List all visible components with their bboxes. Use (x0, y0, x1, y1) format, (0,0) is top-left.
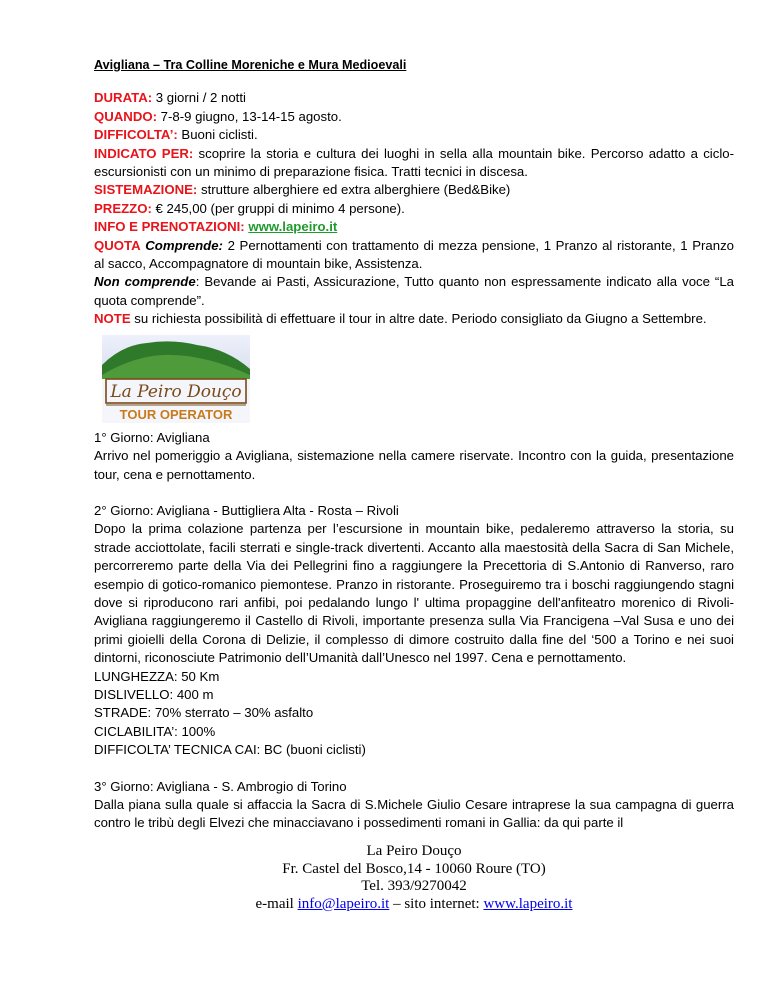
quando-value: 7-8-9 giugno, 13-14-15 agosto. (157, 108, 342, 124)
prezzo-label: PREZZO: (94, 200, 152, 216)
day2-stat-length: LUNGHEZZA: 50 Km (94, 668, 220, 684)
durata-value: 3 giorni / 2 notti (152, 90, 246, 106)
footer-site-link[interactable]: www.lapeiro.it (483, 895, 573, 912)
durata-line (94, 89, 734, 107)
difficolta-value: Buoni ciclisti. (177, 127, 258, 143)
day1-text: Arrivo nel pomeriggio a Avigliana, sistemazione nella camere riservate. Incontro con la guida, presentazione tour, cena e pernottamento. (94, 448, 734, 482)
day2-stat-elevation: DISLIVELLO: 400 m (94, 686, 214, 702)
footer-tel: Tel. 393/9270042 (361, 878, 467, 894)
logo-graphic (102, 335, 250, 423)
sistemazione-value: strutture alberghiere ed extra alberghiere (Bed&Bike) (197, 182, 511, 198)
company-logo (102, 335, 250, 423)
quando-label: QUANDO: (94, 108, 158, 124)
day2-stat-roads: STRADE: 70% sterrato – 30% asfalto (94, 705, 314, 721)
prenotazioni-link[interactable]: www.lapeiro.it (248, 219, 338, 235)
day2-stat-difficulty: DIFFICOLTA’ TECNICA CAI: BC (buoni ciclisti) (94, 742, 366, 758)
day3-heading: 3° Giorno: Avigliana - S. Ambrogio di Torino (94, 778, 347, 794)
footer-email-link[interactable]: info@lapeiro.it (297, 895, 390, 912)
prezzo-value: € 245,00 (per gruppi di minimo 4 persone). (151, 200, 405, 216)
note-value: su richiesta possibilità di effettuare il tour in altre date. Periodo consigliato da Giugno a Settembre. (130, 311, 707, 327)
sistemazione-label: SISTEMAZIONE: (94, 182, 198, 198)
footer-address: Fr. Castel del Bosco,14 - 10060 Roure (TO) (282, 860, 546, 877)
day2-text: Dopo la prima colazione partenza per l’escursione in mountain bike, pedaleremo attraverso la storia, su strade acciottolate, facili sterrati e single-track divertenti. Accanto alla maestosità della Sacra di San Michele, percorreremo parte della Via dei Pellegrini fino a raggiungere la Precettoria di S.Antonio di Ranverso, raro esempio di gotico-romanico piemontese. Pranzo in ristorante. Proseguiremo tra i boschi raggiungendo stagni dove si riproducono rari anfibi, poi pedalando lungo l' ultima propaggine dell'anfiteatro morenico di Rivoli-Avigliana raggiungeremo il Castello di Rivoli, importante presenza sulla Via Francigena –Val Susa e uno dei primi gioielli della Corona di Delizie, il complesso di dimore costruito dalla fine del ‘500 a Torino e nei suoi dintorni, riconosciute Patrimonio dell’Umanità dall’Unesco nel 1997. Cena e pernottamento. (94, 521, 734, 666)
day2-heading: 2° Giorno: Avigliana - Buttigliera Alta - Rosta – Rivoli (94, 502, 399, 518)
day1-heading: 1° Giorno: Avigliana (94, 429, 210, 445)
day3-text: Dalla piana sulla quale si affaccia la Sacra di S.Michele Giulio Cesare intraprese la sua campagna di guerra contro le tribù degli Elvezi che minacciavano i possedimenti romani in Gallia: da qui parte il (94, 797, 734, 831)
indicato-label: INDICATO PER: (94, 145, 194, 161)
prezzo-line (94, 200, 734, 218)
note-label: NOTE (94, 311, 131, 327)
non-comprende-value: : Bevande ai Pasti, Assicurazione, Tutto quanto non espressamente indicato alla voce “La quota comprende”. (94, 274, 734, 308)
footer-company: La Peiro Douço (366, 843, 462, 859)
non-comprende-label: Non comprende (94, 274, 196, 290)
document-title: Avigliana – Tra Colline Moreniche e Mura Medioevali (94, 58, 407, 72)
quota-label: QUOTA (94, 237, 141, 253)
prenotazioni-line (94, 218, 734, 236)
prenotazioni-label: INFO E PRENOTAZIONI: (94, 219, 245, 235)
logo-subtitle: TOUR OPERATOR (119, 406, 233, 422)
indicato-value: scoprire la storia e cultura dei luoghi in sella alla mountain bike. Percorso adatto a ciclo-escursionisti con un minimo di preparazione fisica. Tratti tecnici in discesa. (94, 145, 734, 180)
note-line (94, 310, 734, 328)
difficolta-label: DIFFICOLTA’: (94, 127, 178, 143)
page-footer (94, 843, 734, 913)
difficolta-line (94, 126, 734, 144)
day2-stat-rideability: CICLABILITA’: 100% (94, 723, 216, 739)
document-body (94, 56, 734, 833)
logo-name: La Peiro Douço (110, 381, 242, 402)
durata-label: DURATA: (94, 90, 153, 106)
comprende-value: 2 Pernottamenti con trattamento di mezza pensione, 1 Pranzo al ristorante, 1 Pranzo al sacco, Accompagnatore di mountain bike, Assistenza. (94, 237, 734, 272)
quota-line (94, 237, 734, 274)
comprende-label: Comprende: (145, 237, 223, 253)
sistemazione-line (94, 181, 734, 199)
quando-line (94, 108, 734, 126)
indicato-line (94, 145, 734, 182)
footer-contacts: e-mail info@lapeiro.it – sito internet: www.lapeiro.it (255, 895, 573, 912)
non-comprende-line (94, 273, 734, 310)
